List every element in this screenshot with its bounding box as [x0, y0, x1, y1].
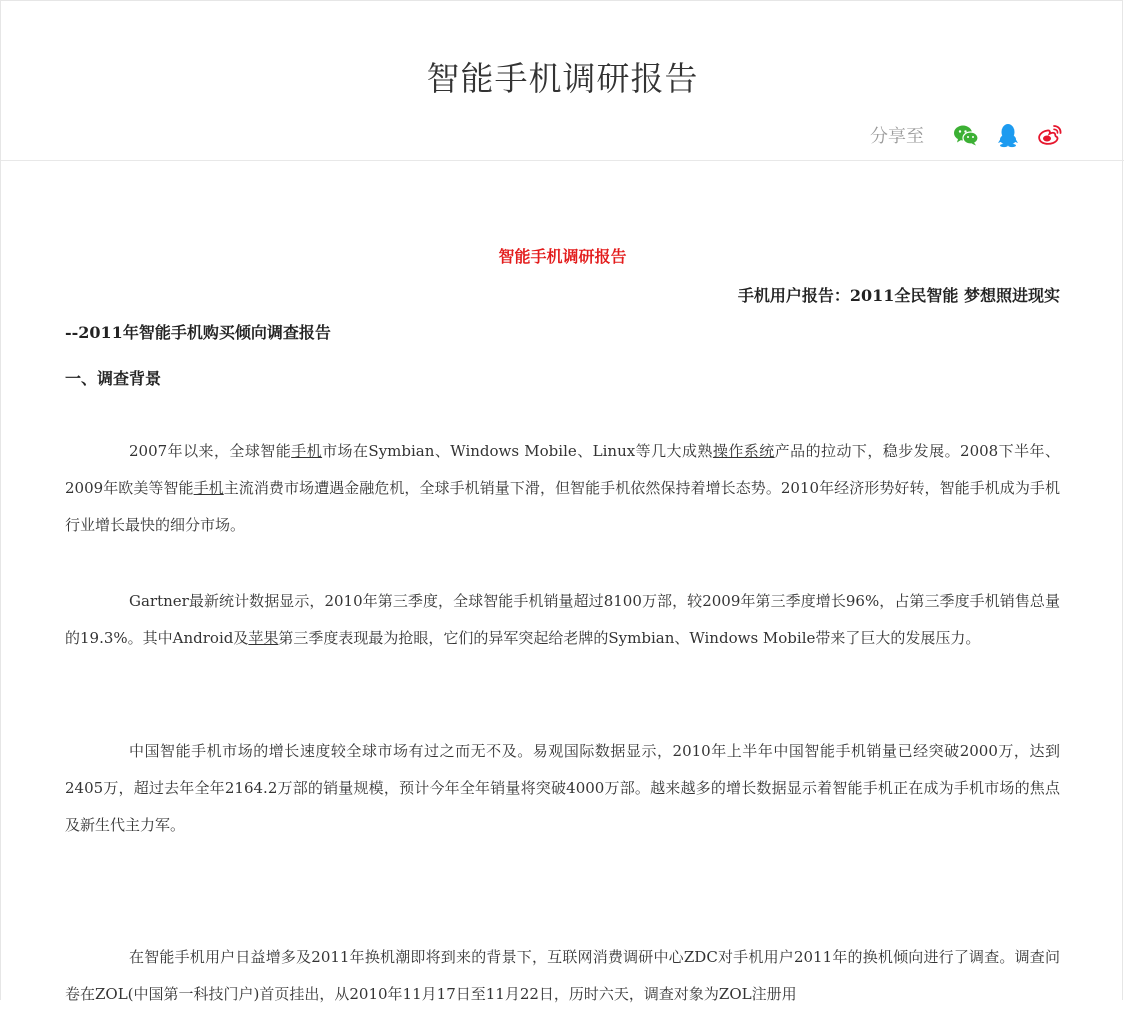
text-run: 2007年以来，全球智能: [129, 442, 292, 460]
page-title: 智能手机调研报告: [426, 59, 699, 98]
share-label: 分享至: [870, 126, 924, 147]
paragraph-1: [65, 433, 1060, 544]
paragraph-2: [65, 583, 1060, 657]
link-operating-system[interactable]: 操作系统: [712, 442, 775, 460]
paragraph-3: 中国智能手机市场的增长速度较全球市场有过之而无不及。易观国际数据显示，2010年上半年中国智能手机销量已经突破2000万，达到2405万，超过去年全年2164.2万部的销量规模，预计今年全年销量将突破4000万部。越来越多的增长数据显示着智能手机正在成为手机市场的焦点及新生代主力军。: [65, 742, 1060, 834]
text-run: 市场在Symbian、Windows Mobile、Linux等几大成熟: [322, 442, 713, 460]
page-header: [1, 1, 1124, 161]
link-apple[interactable]: 苹果: [248, 629, 279, 647]
paragraph-4: 在智能手机用户日益增多及2011年换机潮即将到来的背景下，互联网消费调研中心ZDC对手机用户2011年的换机倾向进行了调查。调查问卷在ZOL(中国第一科技门户)首页挂出，从2010年11月17日至11月22日，历时六天，调查对象为ZOL注册用: [65, 948, 1060, 1003]
link-phone[interactable]: 手机: [291, 442, 323, 460]
article-report-title: --2011年智能手机购买倾向调查报告: [65, 323, 331, 342]
text-run: Gartner最新统计数据显示，2010年第三季度，全球智能手机销量超过8100万部，较2009年第三季度增长96%，占第三季度手机销售总量的19.3%。其中Android及: [65, 592, 1060, 647]
text-run: 产品的拉动下，稳步发展。2008下半年、2009年欧美等智能: [65, 442, 1060, 497]
link-phone[interactable]: 手机: [193, 479, 224, 497]
qq-icon[interactable]: [994, 121, 1022, 149]
weibo-icon[interactable]: [1036, 121, 1064, 149]
article-subtitle: 手机用户报告：2011全民智能 梦想照进现实: [737, 286, 1060, 305]
article-title: 智能手机调研报告: [498, 247, 627, 266]
wechat-icon[interactable]: [952, 121, 980, 149]
share-bar: [870, 119, 1064, 151]
section-heading: 一、调查背景: [65, 369, 162, 388]
text-run: 主流消费市场遭遇金融危机，全球手机销量下滑，但智能手机依然保持着增长态势。2010年经济形势好转，智能手机成为手机行业增长最快的细分市场。: [65, 479, 1060, 534]
text-run: 第三季度表现最为抢眼，它们的异军突起给老牌的Symbian、Windows Mobile带来了巨大的发展压力。: [278, 629, 981, 647]
